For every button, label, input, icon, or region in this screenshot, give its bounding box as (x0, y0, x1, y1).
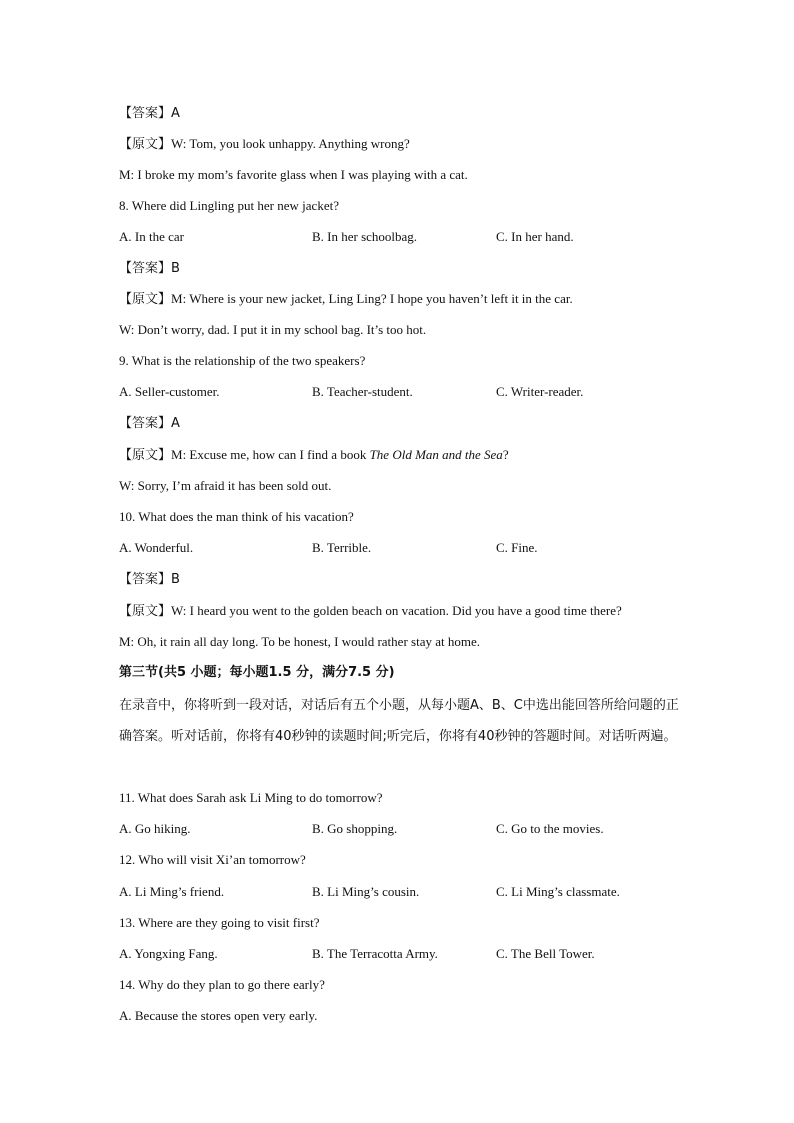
option-c: C. Go to the movies. (496, 821, 604, 836)
option-c: C. Writer-reader. (496, 384, 584, 399)
transcript-9-reply: W: Sorry, I’m afraid it has been sold out. (119, 478, 332, 493)
option-c: C. The Bell Tower. (496, 946, 595, 961)
option-c: C. Li Ming’s classmate. (496, 884, 620, 899)
transcript-text: W: Tom, you look unhappy. Anything wrong? (171, 136, 410, 151)
option-a: A. In the car (119, 229, 184, 244)
transcript-7 (119, 135, 410, 153)
transcript-text: M: Where is your new jacket, Ling Ling? I hope you haven’t left it in the car. (171, 291, 573, 306)
transcript-10 (119, 602, 622, 620)
transcript-text: W: I heard you went to the golden beach on vacation. Did you have a good time there? (171, 603, 622, 618)
section-3-instructions: 在录音中，你将听到一段对话，对话后有五个小题，从每小题A、B、C中选出能回答所给问题的正确答案。听对话前，你将有40秒钟的读题时间;听完后，你将有40秒钟的答题时间。对话听两遍。 (119, 698, 679, 744)
answer-label: 【答案】B (119, 572, 180, 587)
option-b: B. The Terracotta Army. (312, 946, 438, 961)
option-a: A. Go hiking. (119, 821, 191, 836)
transcript-label: 【原文】 (119, 448, 172, 463)
option-14-a: A. Because the stores open very early. (119, 1008, 318, 1023)
option-a: A. Li Ming’s friend. (119, 884, 225, 899)
answer-label: 【答案】A (119, 416, 180, 431)
transcript-8-reply: W: Don’t worry, dad. I put it in my school bag. It’s too hot. (119, 322, 427, 337)
transcript-label: 【原文】 (119, 292, 172, 307)
question-8: 8. Where did Lingling put her new jacket? (119, 198, 339, 213)
transcript-10-reply: M: Oh, it rain all day long. To be honest, I would rather stay at home. (119, 634, 480, 649)
question-13: 13. Where are they going to visit first? (119, 915, 320, 930)
question-12: 12. Who will visit Xi’an tomorrow? (119, 852, 306, 867)
question-9: 9. What is the relationship of the two speakers? (119, 353, 366, 368)
answer-label: 【答案】B (119, 261, 180, 276)
question-14: 14. Why do they plan to go there early? (119, 977, 325, 992)
transcript-label: 【原文】 (119, 604, 172, 619)
question-11: 11. What does Sarah ask Li Ming to do tomorrow? (119, 790, 383, 805)
answer-9 (119, 414, 180, 432)
transcript-punct: ? (502, 447, 509, 462)
option-b: B. Li Ming’s cousin. (312, 884, 420, 899)
answer-label: 【答案】A (119, 106, 180, 121)
option-a: A. Seller-customer. (119, 384, 220, 399)
option-b: B. Teacher-student. (312, 384, 413, 399)
transcript-text: M: Excuse me, how can I find a book (171, 447, 370, 462)
book-title: The Old Man and the Sea (369, 447, 503, 462)
option-b: B. Terrible. (312, 540, 372, 555)
option-c: C. Fine. (496, 540, 538, 555)
answer-7 (119, 104, 180, 122)
option-a: A. Wonderful. (119, 540, 194, 555)
section-3-title: 第三节(共5 小题；每小题1.5 分，满分7.5 分) (119, 665, 395, 680)
option-b: B. In her schoolbag. (312, 229, 418, 244)
option-c: C. In her hand. (496, 229, 574, 244)
answer-8 (119, 259, 180, 277)
answer-10 (119, 570, 180, 588)
question-10: 10. What does the man think of his vacation? (119, 509, 354, 524)
transcript-label: 【原文】 (119, 137, 172, 152)
transcript-9 (119, 446, 509, 464)
option-a: A. Yongxing Fang. (119, 946, 218, 961)
transcript-8 (119, 290, 573, 308)
option-b: B. Go shopping. (312, 821, 398, 836)
transcript-7-reply: M: I broke my mom’s favorite glass when I was playing with a cat. (119, 167, 468, 182)
